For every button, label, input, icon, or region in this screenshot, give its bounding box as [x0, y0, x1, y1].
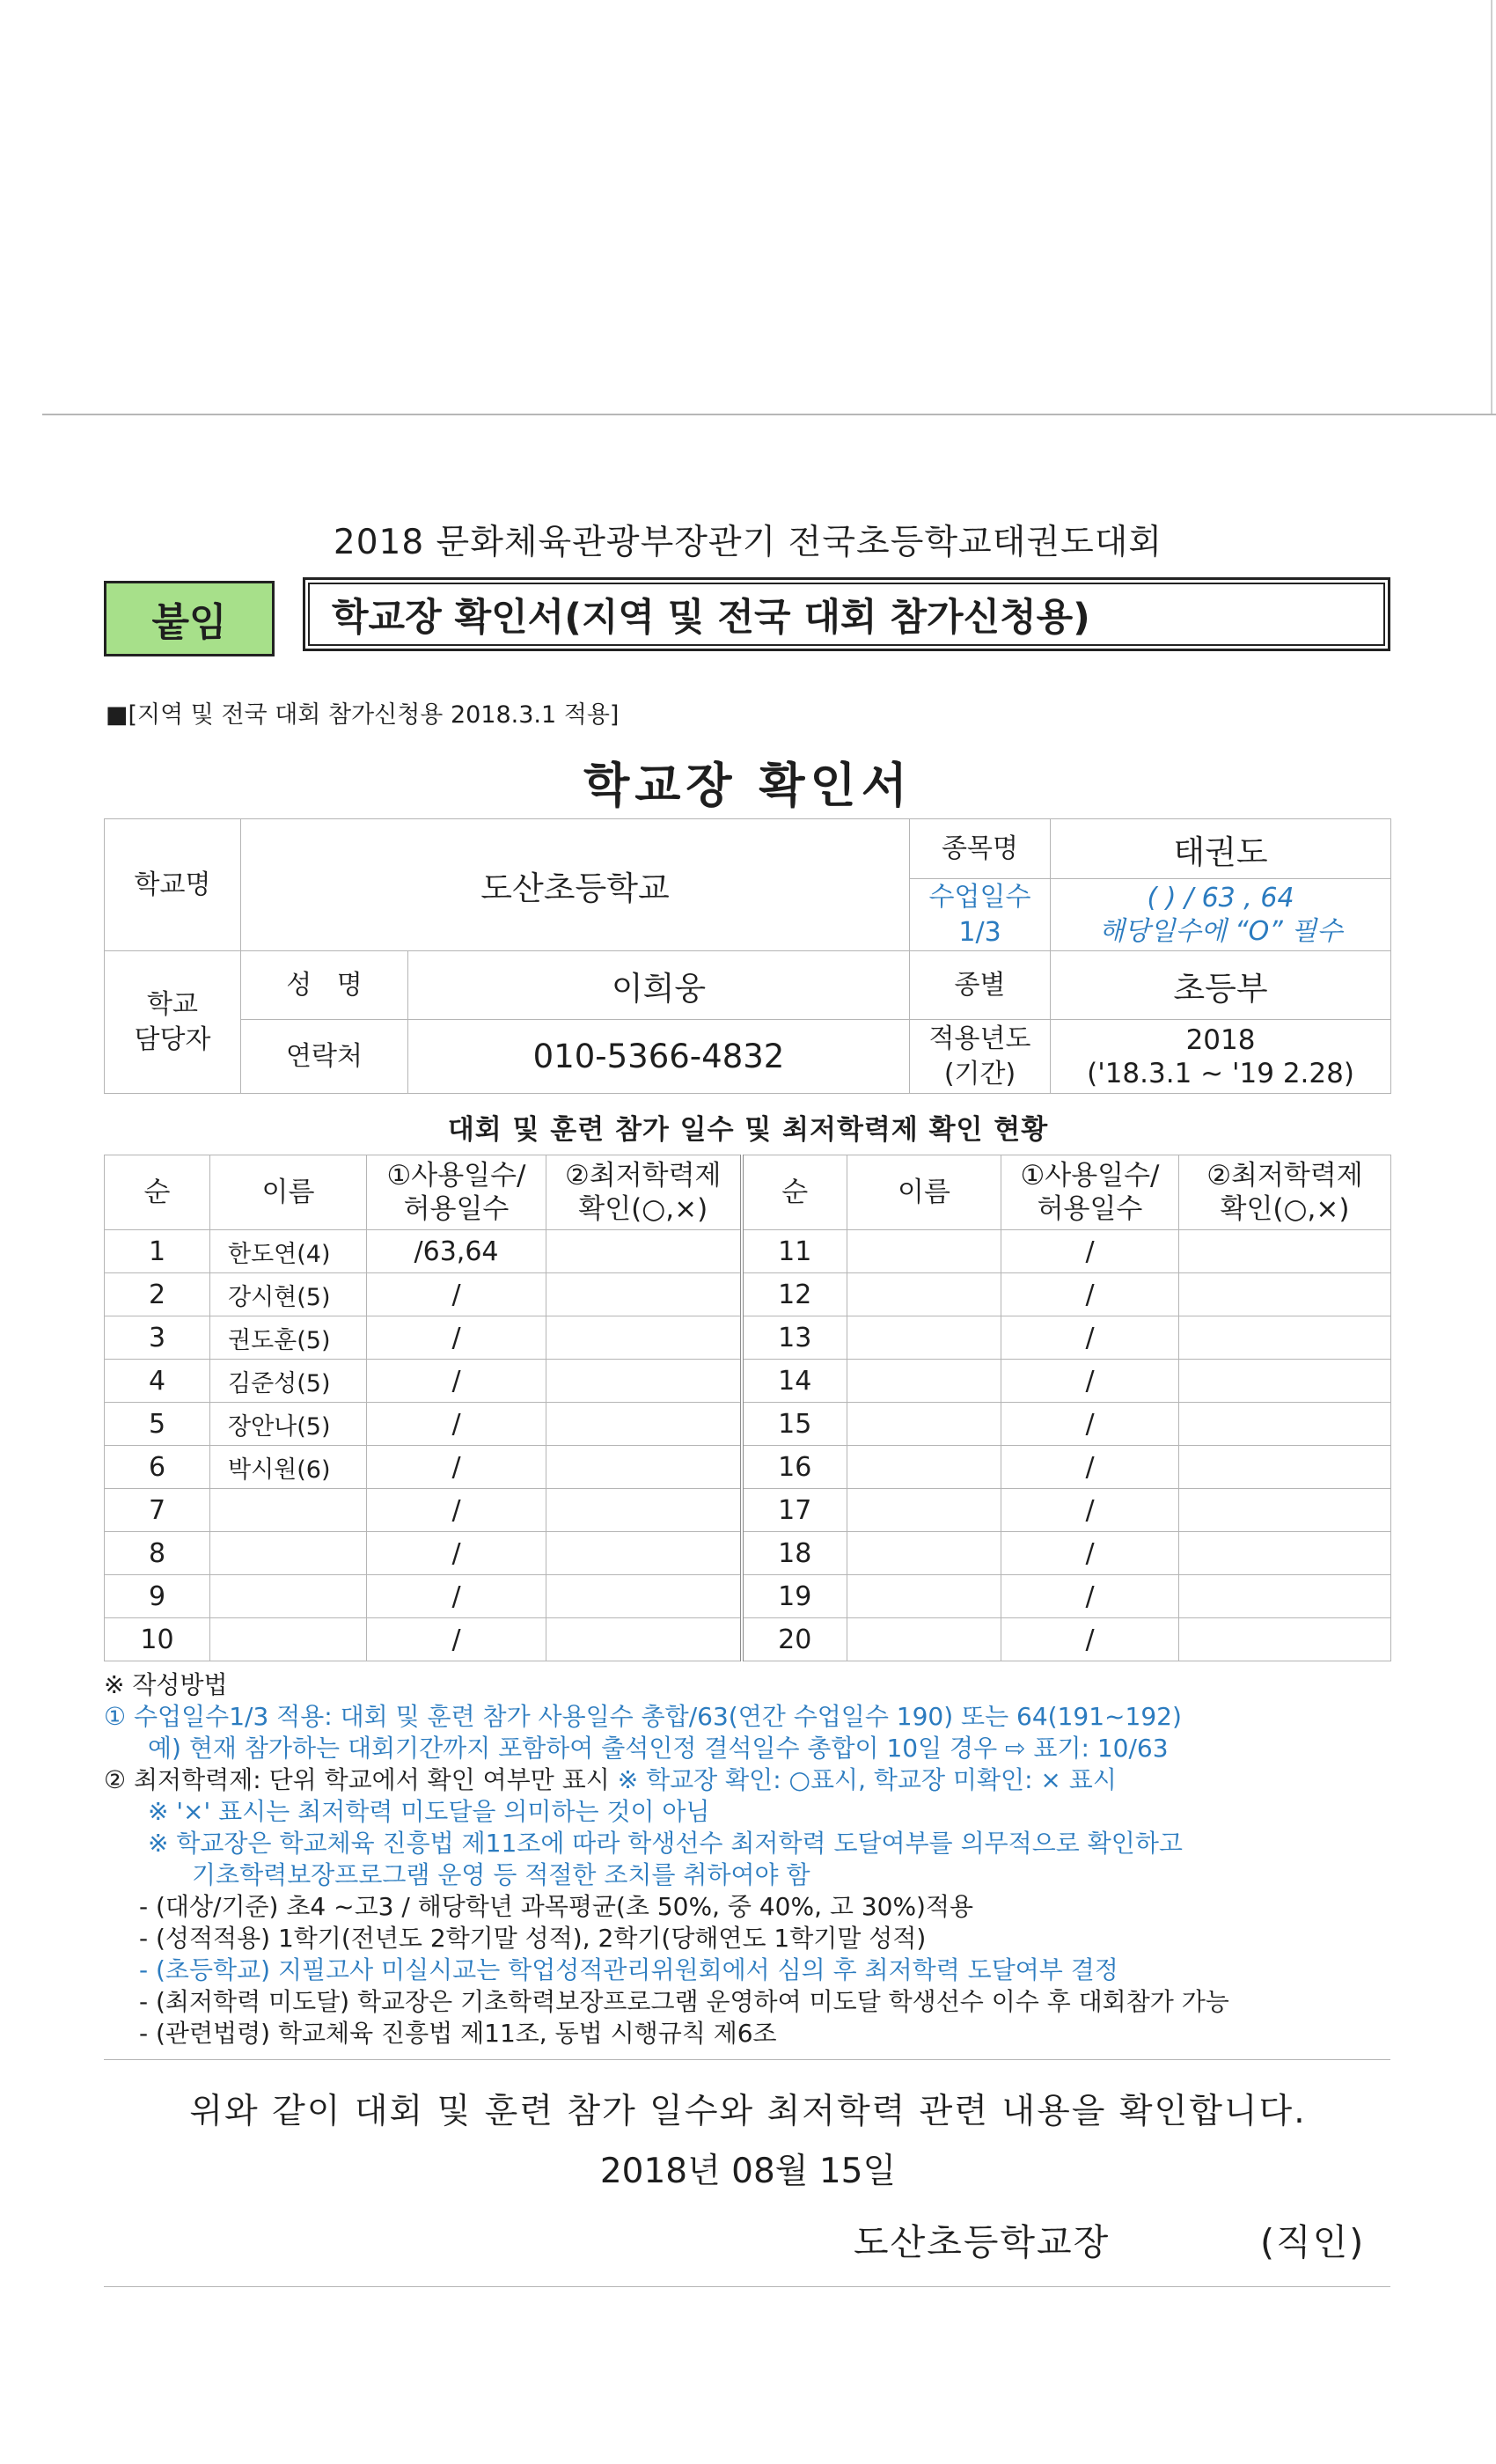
used-days: /: [367, 1360, 546, 1403]
header-days-1: ①사용일수/: [1020, 1160, 1160, 1192]
header-days: [367, 1155, 546, 1230]
used-days: /: [1001, 1316, 1179, 1360]
table-row: [105, 1360, 1391, 1403]
used-days: /: [367, 1489, 546, 1532]
min-academic-check: [546, 1575, 742, 1618]
row-number: 11: [742, 1230, 847, 1273]
min-academic-check: [1179, 1316, 1391, 1360]
used-days: /: [367, 1316, 546, 1360]
attachment-badge: 붙임: [104, 581, 275, 656]
min-academic-check: [546, 1403, 742, 1446]
year-cell: [1051, 1020, 1391, 1094]
principal-name: 도산초등학교장: [854, 2221, 1111, 2263]
min-academic-check: [1179, 1230, 1391, 1273]
instructions: [104, 1669, 1406, 2050]
class-days-label-text: 수업일수: [928, 881, 1031, 913]
row-number: 2: [105, 1273, 210, 1316]
used-days: /: [1001, 1230, 1179, 1273]
row-number: 8: [105, 1532, 210, 1575]
contact-value: 010-5366-4832: [408, 1020, 910, 1094]
instructions-heading: ※ 작성방법: [104, 1670, 228, 1699]
used-days: /: [1001, 1360, 1179, 1403]
player-name: [210, 1575, 367, 1618]
manager-label-1: 학교: [147, 988, 198, 1020]
contact-label: 연락처: [241, 1020, 408, 1094]
header-min-1: ②최저학력제: [564, 1160, 722, 1192]
min-academic-check: [546, 1532, 742, 1575]
player-name: 박시원(6): [210, 1446, 367, 1489]
confirm-date: 2018년 08월 15일: [599, 2152, 897, 2191]
player-name: 권도훈(5): [210, 1316, 367, 1360]
header-no: 순: [742, 1155, 847, 1230]
instruction-item2-note1: ※ '×' 표시는 최저학력 미도달을 의미하는 것이 아님: [148, 1797, 710, 1826]
class-days-ratio: 1/3: [958, 916, 1001, 948]
player-name: 한도연(4): [210, 1230, 367, 1273]
min-academic-check: [1179, 1575, 1391, 1618]
header-days-1: ①사용일수/: [386, 1160, 526, 1192]
row-number: 9: [105, 1575, 210, 1618]
row-number: 3: [105, 1316, 210, 1360]
player-name: [847, 1273, 1001, 1316]
year-label-2: (기간): [943, 1058, 1016, 1089]
page-edge: [1491, 0, 1492, 414]
min-academic-check: [546, 1618, 742, 1661]
doc-title: 학교장 확인서: [583, 758, 913, 813]
min-academic-check: [1179, 1403, 1391, 1446]
row-number: 1: [105, 1230, 210, 1273]
header-name: 이름: [847, 1155, 1001, 1230]
year-label-1: 적용년도: [928, 1023, 1031, 1054]
instruction-item1-line1: ① 수업일수1/3 적용: 대회 및 훈련 참가 사용일수 총합/63(연간 수업일수 190) 또는 64(191~192): [104, 1702, 1182, 1731]
apply-note: ■[지역 및 전국 대회 참가신청용 2018.3.1 적용]: [106, 701, 620, 729]
player-name: [847, 1316, 1001, 1360]
row-number: 12: [742, 1273, 847, 1316]
divider: [104, 2059, 1390, 2060]
table-row: [105, 1446, 1391, 1489]
used-days: /: [367, 1618, 546, 1661]
row-number: 20: [742, 1618, 847, 1661]
min-academic-check: [1179, 1489, 1391, 1532]
instruction-item2-text: ② 최저학력제: 단위 학교에서 확인 여부만 표시: [104, 1765, 618, 1794]
period-value: ('18.3.1 ~ '19 2.28): [1087, 1057, 1354, 1089]
row-number: 4: [105, 1360, 210, 1403]
name-label: 성 명: [241, 951, 408, 1020]
class-days-note: 해당일수에 “O” 필수: [1098, 915, 1343, 947]
player-name: [847, 1532, 1001, 1575]
header-no: 순: [105, 1155, 210, 1230]
event-label: 종목명: [910, 819, 1051, 879]
header-min-2: 확인(○,×): [578, 1193, 708, 1225]
used-days: /: [367, 1446, 546, 1489]
header-min-2: 확인(○,×): [1220, 1193, 1350, 1225]
row-number: 16: [742, 1446, 847, 1489]
row-number: 17: [742, 1489, 847, 1532]
header-days-2: 허용일수: [1037, 1193, 1143, 1225]
class-days-label: [910, 879, 1051, 951]
header-days: [1001, 1155, 1179, 1230]
row-number: 18: [742, 1532, 847, 1575]
min-academic-check: [546, 1360, 742, 1403]
class-days-cell: [1051, 879, 1391, 951]
event-name: 태권도: [1051, 819, 1391, 879]
used-days: /: [1001, 1489, 1179, 1532]
player-name: [210, 1489, 367, 1532]
header-min-1: ②최저학력제: [1206, 1160, 1363, 1192]
official-seal-label: (직인): [1260, 2221, 1366, 2263]
event-title: 2018 문화체육관광부장관기 전국초등학교태권도대회: [333, 523, 1163, 562]
instruction-bullet: - (최저학력 미도달) 학교장은 기초학력보장프로그램 운영하여 미도달 학생선수 이수 후 대회참가 가능: [139, 1987, 1229, 2016]
header-title: 학교장 확인서(지역 및 전국 대회 참가신청용): [332, 595, 1090, 640]
min-academic-check: [1179, 1532, 1391, 1575]
min-academic-check: [1179, 1618, 1391, 1661]
min-academic-check: [546, 1230, 742, 1273]
roster-header-row: [105, 1155, 1391, 1230]
min-academic-check: [1179, 1360, 1391, 1403]
header-days-2: 허용일수: [403, 1193, 510, 1225]
row-number: 6: [105, 1446, 210, 1489]
instruction-item2: [104, 1764, 1406, 1796]
used-days: /: [367, 1273, 546, 1316]
table-row: [105, 1575, 1391, 1618]
table-row: [105, 1532, 1391, 1575]
table-row: [105, 1316, 1391, 1360]
divider: [104, 2286, 1390, 2287]
player-name: [210, 1618, 367, 1661]
player-name: 강시현(5): [210, 1273, 367, 1316]
row-number: 14: [742, 1360, 847, 1403]
min-academic-check: [546, 1273, 742, 1316]
player-name: [847, 1403, 1001, 1446]
used-days: /: [1001, 1618, 1179, 1661]
min-academic-check: [1179, 1273, 1391, 1316]
row-number: 5: [105, 1403, 210, 1446]
row-number: 7: [105, 1489, 210, 1532]
instruction-bullet: - (초등학교) 지필고사 미실시교는 학업성적관리위원회에서 심의 후 최저학력 도달여부 결정: [139, 1955, 1118, 1984]
player-name: [847, 1575, 1001, 1618]
used-days: /: [367, 1532, 546, 1575]
instruction-bullet: - (대상/기준) 초4 ~고3 / 해당학년 과목평균(초 50%, 중 40%, 고 30%)적용: [139, 1892, 974, 1921]
table-row: [105, 1489, 1391, 1532]
instruction-bullet: - (성적적용) 1학기(전년도 2학기말 성적), 2학기(당해연도 1학기말 성적): [139, 1924, 927, 1953]
player-name: [847, 1230, 1001, 1273]
player-name: [847, 1360, 1001, 1403]
school-label: 학교명: [105, 819, 241, 951]
year-label: [910, 1020, 1051, 1094]
player-name: [847, 1446, 1001, 1489]
year-value: 2018: [1185, 1023, 1256, 1056]
division-value: 초등부: [1051, 951, 1391, 1020]
min-academic-check: [546, 1489, 742, 1532]
used-days: /: [367, 1403, 546, 1446]
table-row: [105, 1273, 1391, 1316]
min-academic-check: [546, 1316, 742, 1360]
instruction-item2-note2-line1: ※ 학교장은 학교체육 진흥법 제11조에 따라 학생선수 최저학력 도달여부를 의무적으로 확인하고: [148, 1829, 1183, 1858]
header-title-box: [303, 577, 1390, 651]
player-name: [210, 1532, 367, 1575]
row-number: 10: [105, 1618, 210, 1661]
table-row: [105, 1618, 1391, 1661]
manager-name: 이희웅: [408, 951, 910, 1020]
roster-table: [104, 1155, 1391, 1661]
header-min: [546, 1155, 742, 1230]
confirm-text: 위와 같이 대회 및 훈련 참가 일수와 최저학력 관련 내용을 확인합니다.: [189, 2092, 1307, 2131]
player-name: [847, 1618, 1001, 1661]
min-academic-check: [1179, 1446, 1391, 1489]
fold-line: [42, 414, 1496, 415]
table-row: [105, 1230, 1391, 1273]
player-name: 김준성(5): [210, 1360, 367, 1403]
table-row: [105, 1403, 1391, 1446]
player-name: 장안나(5): [210, 1403, 367, 1446]
used-days: /63,64: [367, 1230, 546, 1273]
class-days-value: ( ) / 63 , 64: [1147, 882, 1294, 913]
used-days: /: [1001, 1575, 1179, 1618]
instruction-item2-note2-line2: 기초학력보장프로그램 운영 등 적절한 조치를 취하여야 함: [192, 1860, 810, 1889]
min-academic-check: [546, 1446, 742, 1489]
info-table: [104, 818, 1391, 1094]
instruction-item1-line2: 예) 현재 참가하는 대회기간까지 포함하여 출석인정 결석일수 총합이 10일 경우 ⇨ 표기: 10/63: [148, 1734, 1169, 1763]
used-days: /: [367, 1575, 546, 1618]
row-number: 13: [742, 1316, 847, 1360]
section-title: 대회 및 훈련 참가 일수 및 최저학력제 확인 현황: [447, 1114, 1049, 1146]
used-days: /: [1001, 1446, 1179, 1489]
header-min: [1179, 1155, 1391, 1230]
used-days: /: [1001, 1273, 1179, 1316]
instruction-item2-mark: ※ 학교장 확인: ○표시, 학교장 미확인: × 표시: [617, 1765, 1117, 1794]
manager-label-2: 담당자: [134, 1023, 211, 1055]
row-number: 19: [742, 1575, 847, 1618]
used-days: /: [1001, 1403, 1179, 1446]
header-name: 이름: [210, 1155, 367, 1230]
division-label: 종별: [910, 951, 1051, 1020]
school-name: 도산초등학교: [241, 819, 910, 951]
player-name: [847, 1489, 1001, 1532]
manager-label: [105, 951, 241, 1094]
instruction-bullet: - (관련법령) 학교체육 진흥법 제11조, 동법 시행규칙 제6조: [139, 2019, 777, 2048]
row-number: 15: [742, 1403, 847, 1446]
used-days: /: [1001, 1532, 1179, 1575]
